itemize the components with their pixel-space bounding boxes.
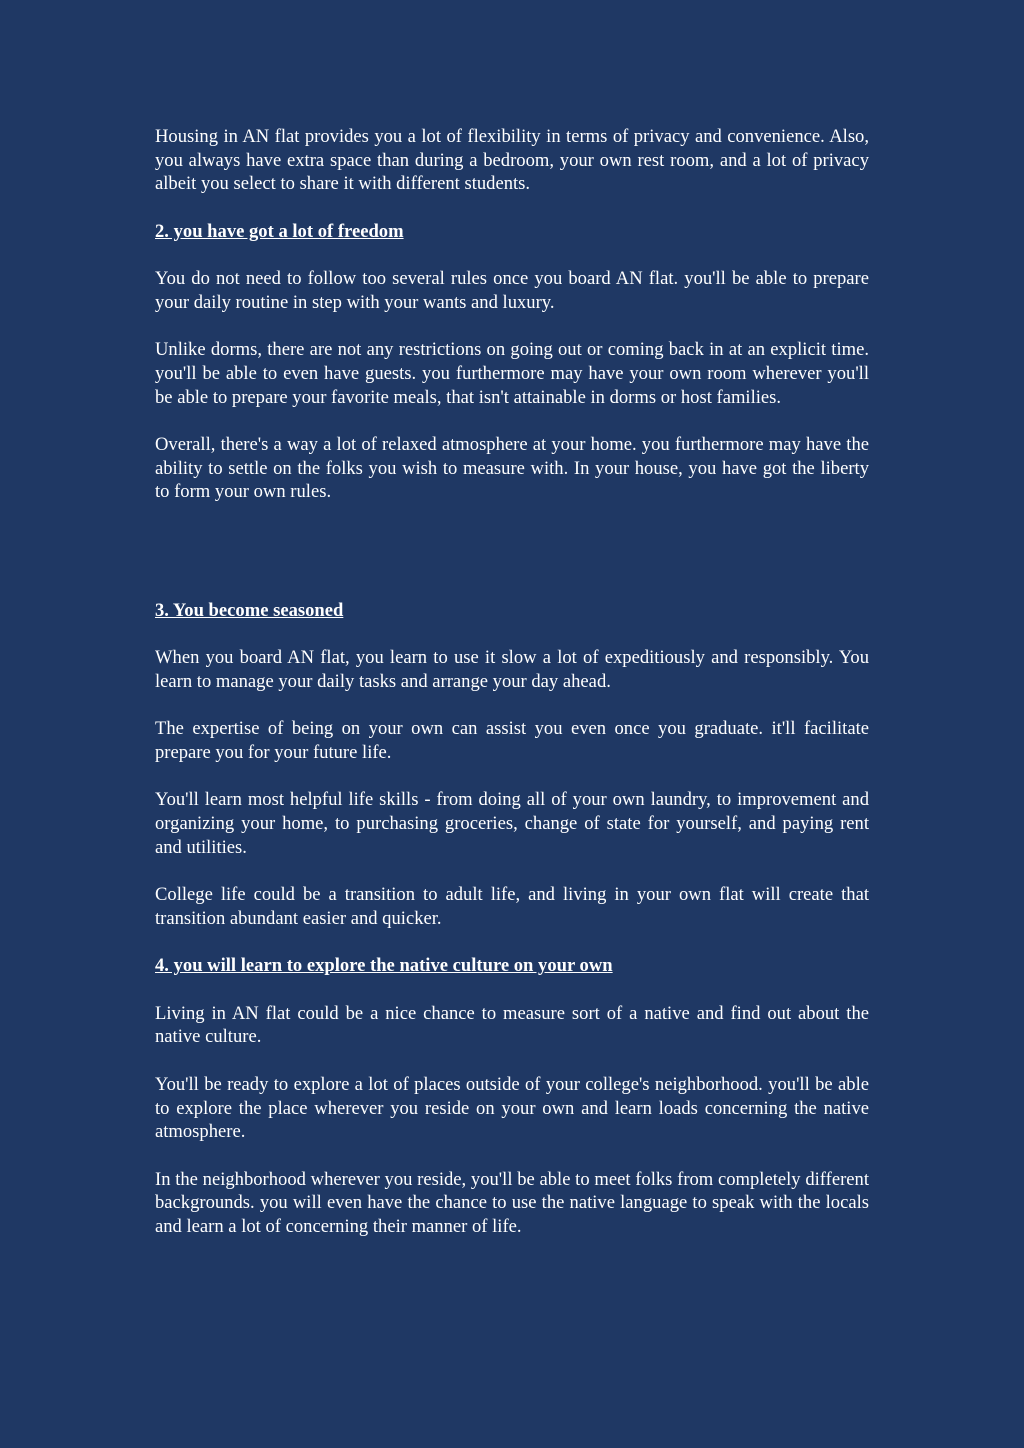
heading-section-3: 3. You become seasoned [155, 599, 344, 621]
paragraph-section-3-4: College life could be a transition to adult life, and living in your own flat will create that transition abundant easier and quicker. [155, 884, 869, 929]
paragraph-section-3-2: The expertise of being on your own can assist you even once you graduate. it'll facilitate prepare you for your future life. [155, 718, 869, 764]
paragraph-section-4-3: In the neighborhood wherever you reside, you'll be able to meet folks from completely different backgrounds. you will even have the chance to use the native language to speak with the locals and learn a lot of concerning their manner of life. [155, 1168, 869, 1238]
paragraph-section-3-1: When you board AN flat, you learn to use it slow a lot of expeditiously and responsibly. You learn to manage your daily tasks and arrange your day ahead. [155, 647, 869, 692]
paragraph-section-4-2: You'll be ready to explore a lot of places outside of your college's neighborhood. you'll be able to explore the place wherever you reside on your own and learn loads concerning the native atmosphere. [155, 1073, 869, 1143]
paragraph-section-2-2: Unlike dorms, there are not any restrictions on going out or coming back in at an explicit time. you'll be able to even have guests. you furthermore may have your own room wherever you'll be able to prepare your favorite meals, that isn't attainable in dorms or host families. [155, 339, 869, 408]
paragraph-section-2-1: You do not need to follow too several rules once you board AN flat. you'll be able to prepare your daily routine in step with your wants and luxury. [155, 268, 869, 313]
document-page [155, 125, 869, 1262]
heading-section-2: 2. you have got a lot of freedom [155, 220, 404, 242]
paragraph-section-3-3: You'll learn most helpful life skills - from doing all of your own laundry, to improvement and organizing your home, to purchasing groceries, change of state for yourself, and paying rent and utilities. [155, 789, 869, 858]
paragraph-intro: Housing in AN flat provides you a lot of flexibility in terms of privacy and convenience. Also, you always have extra space than during a bedroom, your own rest room, and a lot of privacy albeit you select to share it with different students. [155, 126, 869, 195]
paragraph-section-4-1: Living in AN flat could be a nice chance to measure sort of a native and find out about the native culture. [155, 1002, 869, 1048]
paragraph-section-2-3: Overall, there's a way a lot of relaxed atmosphere at your home. you furthermore may have the ability to settle on the folks you wish to measure with. In your house, you have got the liberty to form your own rules. [155, 434, 869, 503]
section-spacer [155, 528, 869, 599]
heading-section-4: 4. you will learn to explore the native culture on your own [155, 955, 613, 977]
